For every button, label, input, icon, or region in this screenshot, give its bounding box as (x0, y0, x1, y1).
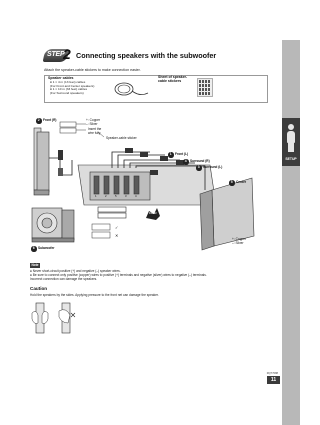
setup-tab-label: SETUP (285, 157, 297, 161)
cable-line-2: (For Front and Center speakers) (50, 83, 95, 88)
note-line-3: Incorrect connection can damage the speakers. (30, 277, 98, 281)
insert-line-2: wire fully. (88, 131, 102, 135)
cable-line-3: ● 1 × 10 m (33 feet) cables (50, 87, 88, 92)
step-number: 2 (63, 46, 71, 62)
sticker-label: Speaker-cable sticker (106, 136, 137, 140)
caution-text: Hold the speakers by the sides. Applying pressure to the front net can damage the speaker. (30, 293, 159, 297)
surround-r-number: 4 (184, 159, 187, 163)
subwoofer-unit (32, 208, 74, 242)
terminal-num-4: 4 (135, 194, 137, 198)
speaker-cables-heading: Speaker cables (48, 76, 74, 80)
note-tag: Note (31, 263, 39, 267)
page-number: 11 (267, 376, 280, 384)
note-line-1: ● Never short-circuit positive (+) and negative (–) speaker wires. (30, 269, 121, 273)
center-copper-label: +: Copper (232, 237, 247, 241)
subwoofer-number: 6 (32, 246, 35, 250)
svg-text:✕: ✕ (115, 233, 119, 238)
front-r-label: Front (R) (43, 118, 57, 122)
terminal-num-1: 1 (95, 194, 97, 198)
click-label: Click! (149, 211, 157, 215)
center-label: Center (236, 180, 247, 184)
terminal-num-5: 5 (115, 194, 117, 198)
cable-line-1: ● 1 × 4 m (13 feet) cables (50, 80, 86, 84)
terminal-num-3: 3 (125, 194, 127, 198)
cable-line-4: (For Surround speakers) (50, 90, 84, 95)
center-number: 5 (230, 180, 233, 184)
caution-title: Caution (30, 286, 48, 291)
sticker-sheet-heading: Sheet of speaker-cable stickers (158, 75, 188, 83)
front-l-label: Front (L) (175, 152, 189, 156)
wire-copper-label: +: Copper (86, 118, 101, 122)
document-code: RQT7088 (266, 372, 278, 375)
step-label: STEP (47, 51, 65, 58)
surround-l-label: Surround (L) (203, 165, 223, 169)
page-subtitle: Attach the speaker-cable stickers to make connection easier. (44, 68, 141, 72)
insert-line-1: Insert the (88, 127, 102, 131)
hand-holding-speaker-icon (30, 301, 50, 337)
surround-r-label: Surround (R) (190, 159, 210, 163)
front-r-number: 2 (37, 118, 40, 122)
surround-l-number: 3 (197, 165, 200, 169)
subwoofer-rear-terminals (78, 165, 216, 218)
front-r-speaker (34, 128, 49, 195)
svg-text:✓: ✓ (115, 225, 119, 230)
subwoofer-label: Subwoofer (38, 246, 55, 250)
terminal-num-2: 2 (105, 194, 107, 198)
page-title: Connecting speakers with the subwoofer (76, 51, 217, 60)
wire-silver-label: –: Silver (86, 122, 98, 126)
note-line-2: ● Be sure to connect only positive (copper) wires to positive (+) terminals and negative (silver) wires to negative (–) terminals. (30, 273, 207, 277)
front-l-number: 1 (169, 152, 172, 156)
center-silver-label: –: Silver (232, 241, 244, 245)
hand-pressing-net-icon (56, 301, 76, 337)
